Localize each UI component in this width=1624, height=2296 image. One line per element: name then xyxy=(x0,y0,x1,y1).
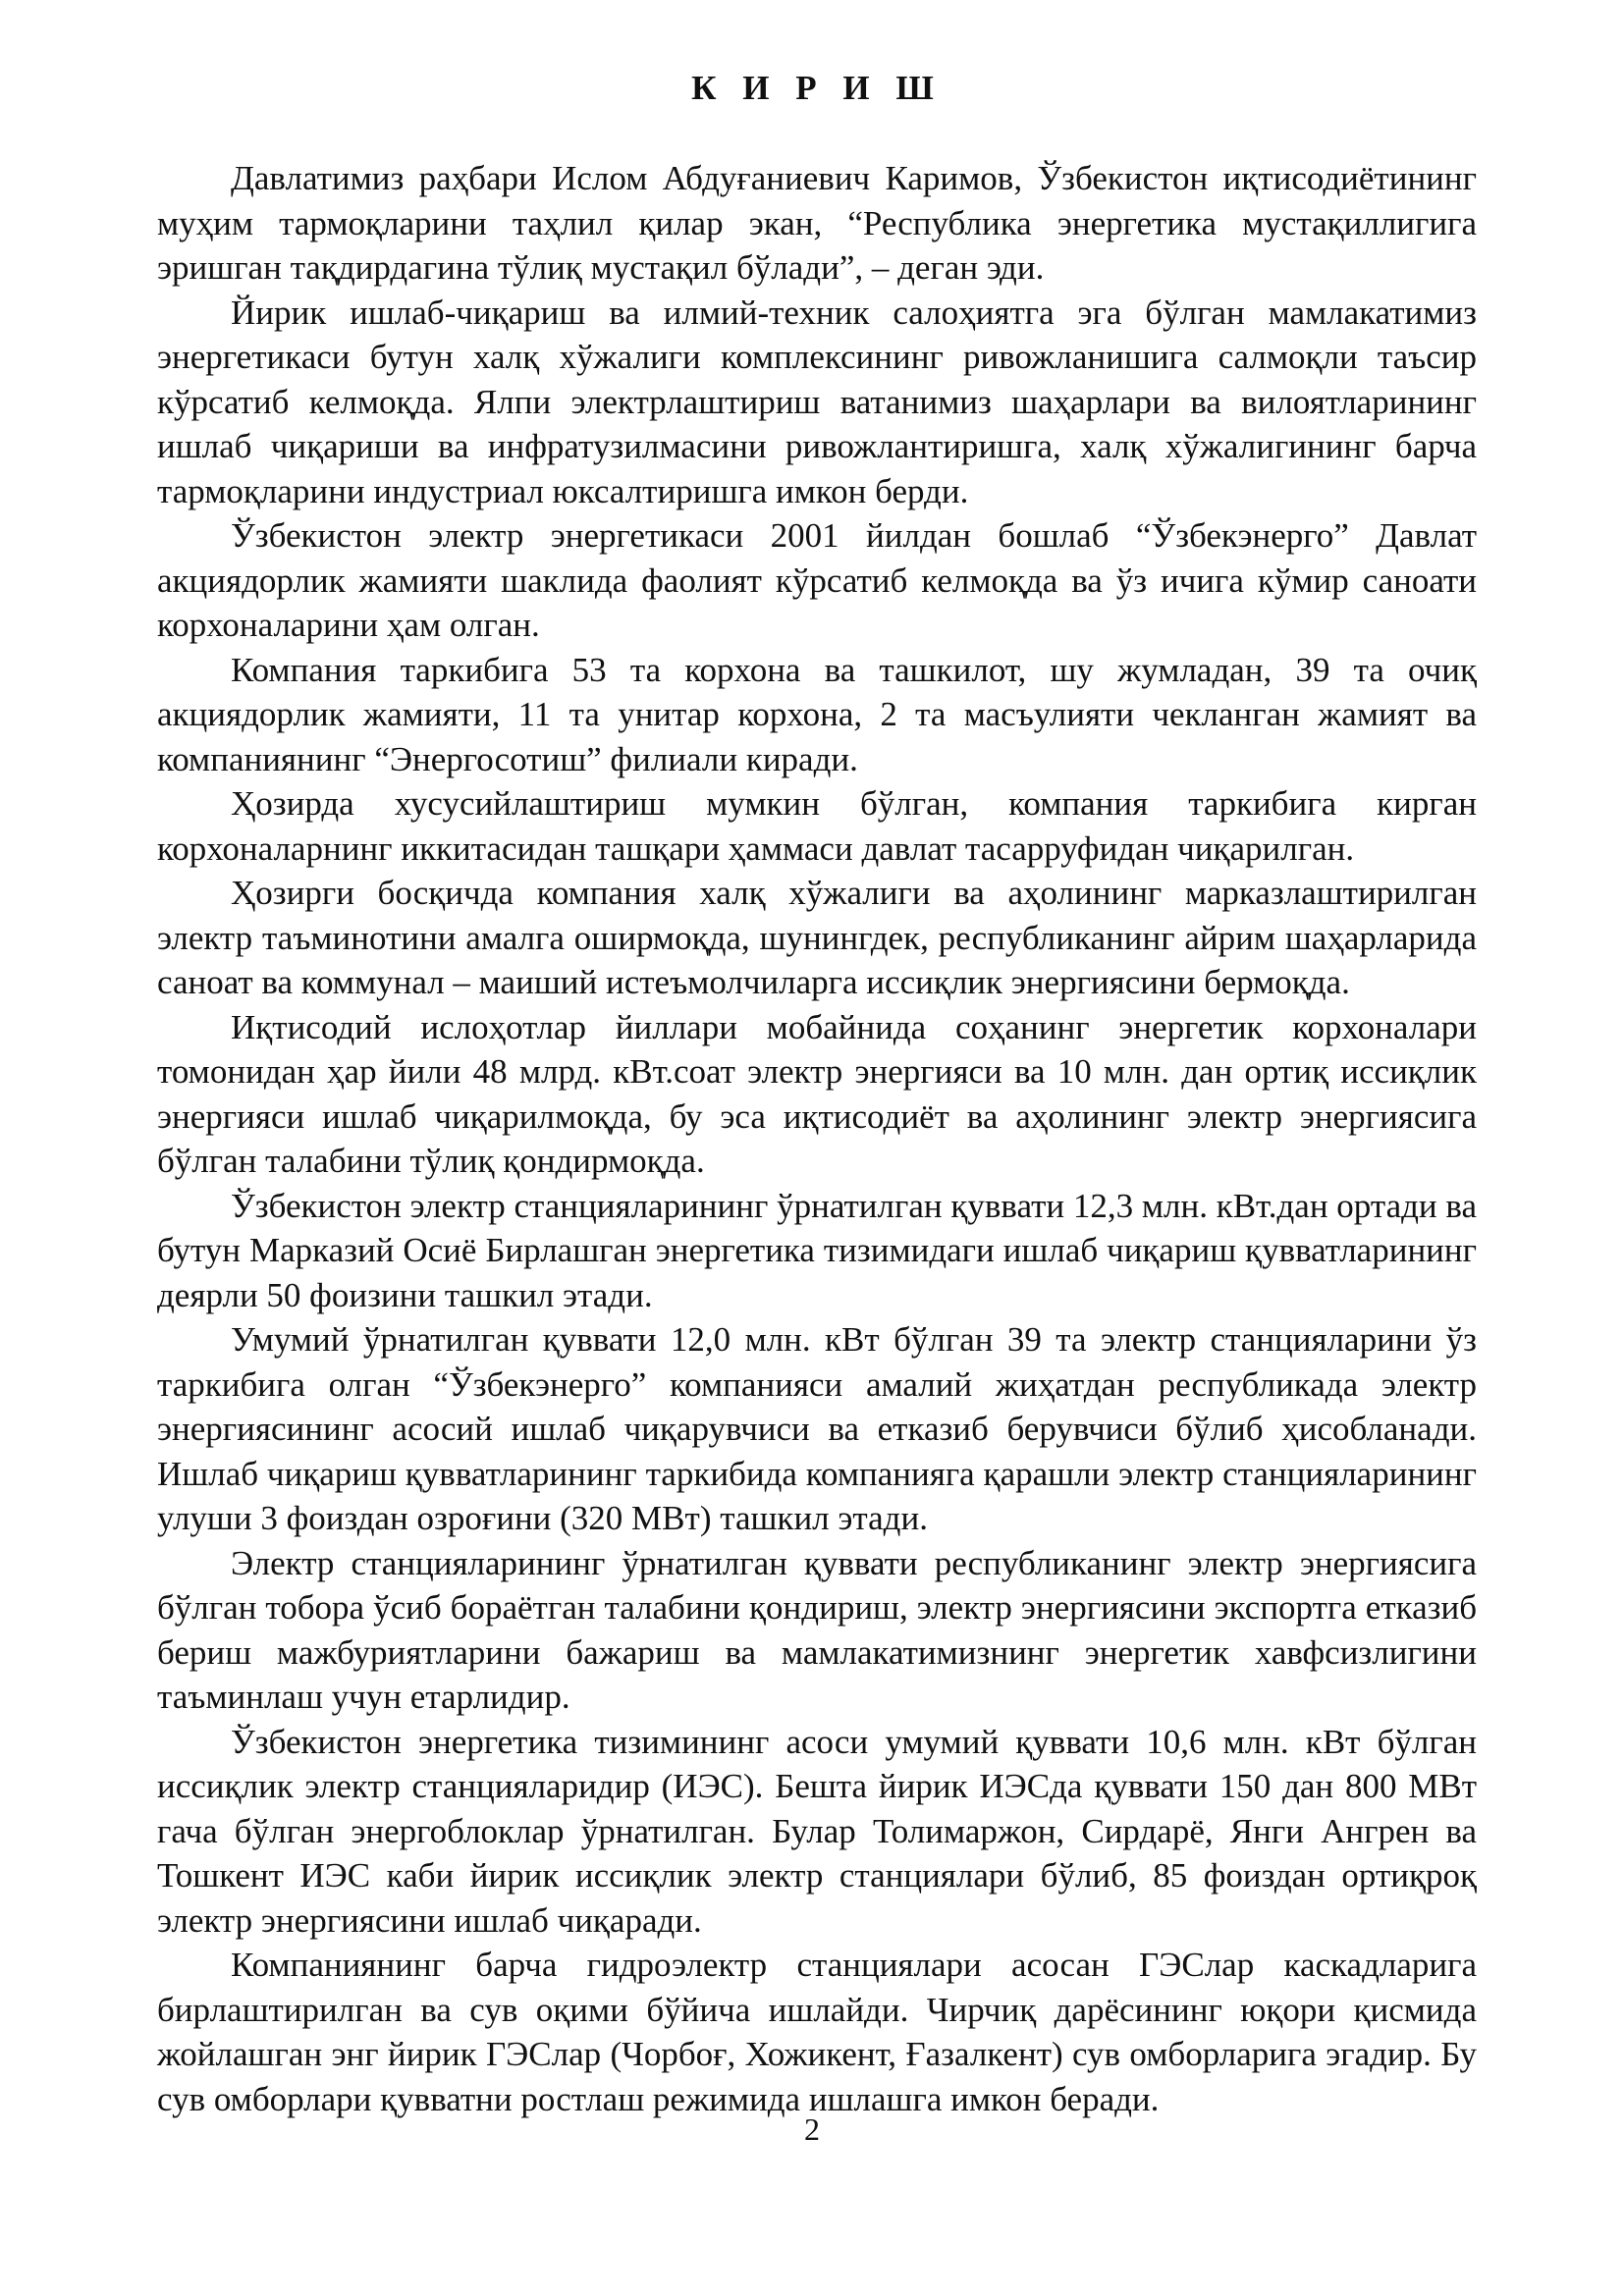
paragraph-8: Ўзбекистон электр станцияларининг ўрнатилган қуввати 12,3 млн. кВт.дан ортади ва бутун Марказий Осиё Бирлашган энергетика тизимидаги ишлаб чиқариш қувватларининг деярли 50 фоизини ташкил этади. xyxy=(157,1186,1477,1314)
paragraph-10: Электр станцияларининг ўрнатилган қуввати республиканинг электр энергиясига бўлган тобора ўсиб бораётган талабини қондириш, электр энергиясини экспортга етказиб бериш мажбуриятларини бажариш ва мамлакатимизнинг энергетик хавфсизлигини таъминлаш учун етарлидир. xyxy=(157,1543,1477,1716)
paragraph-1: Давлатимиз раҳбари Ислом Абдуғаниевич Каримов, Ўзбекистон иқтисодиётининг муҳим тармоқларини таҳлил қилар экан, “Республика энергетика мустақиллигига эришган тақдирдагина тўлиқ мустақил бўлади”, – деган эди. xyxy=(157,159,1477,287)
paragraph-9: Умумий ўрнатилган қуввати 12,0 млн. кВт бўлган 39 та электр станцияларини ўз таркибига олган “Ўзбекэнерго” компанияси амалий жиҳатдан республикада электр энергиясининг асосий ишлаб чиқарувчиси ва етказиб берувчиси бўлиб ҳисобланади. Ишлаб чиқариш қувватларининг таркибида компанияга қарашли электр станцияларининг улуши 3 фоиздан озроғини (320 МВт) ташкил этади. xyxy=(157,1320,1477,1537)
paragraph-2: Йирик ишлаб-чиқариш ва илмий-техник салоҳиятга эга бўлган мамлакатимиз энергетикаси бутун халқ хўжалиги комплексининг ривожланишига салмоқли таъсир кўрсатиб келмоқда. Ялпи электрлаштириш ватанимиз шаҳарлари ва вилоятларининг ишлаб чиқариши ва инфратузилмасини ривожлантиришга, халқ хўжалигининг барча тармоқларини индустриал юксалтиришга имкон берди. xyxy=(157,293,1477,510)
page-number: 2 xyxy=(804,2111,820,2147)
paragraph-6: Ҳозирги босқичда компания халқ хўжалиги ва аҳолининг марказлаштирилган электр таъминотини амалга оширмоқда, шунингдек, республиканинг айрим шаҳарларида саноат ва коммунал – маиший истеъмолчиларга иссиқлик энергиясини бермоқда. xyxy=(157,874,1477,1001)
paragraph-4: Компания таркибига 53 та корхона ва ташкилот, шу жумладан, 39 та очиқ акциядорлик жамияти, 11 та унитар корхона, 2 та масъулияти чекланган жамият ва компаниянинг “Энергосотиш” филиали киради. xyxy=(157,650,1477,778)
paragraph-12: Компаниянинг барча гидроэлектр станциялари асосан ГЭСлар каскадларига бирлаштирилган ва сув оқими бўйича ишлайди. Чирчиқ дарёсининг юқори қисмида жойлашган энг йирик ГЭСлар (Чорбоғ, Хожикент, Ғазалкент) сув омборларига эгадир. Бу сув омборлари қувватни ростлаш режимида ишлашга имкон беради. xyxy=(157,1946,1477,2118)
document-page xyxy=(157,71,1477,2121)
paragraph-5: Ҳозирда хусусийлаштириш мумкин бўлган, компания таркибига кирган корхоналарнинг иккитасидан ташқари ҳаммаси давлат тасарруфидан чиқарилган. xyxy=(157,784,1477,868)
document-body xyxy=(157,156,1477,2121)
paragraph-11: Ўзбекистон энергетика тизимининг асоси умумий қуввати 10,6 млн. кВт бўлган иссиқлик электр станцияларидир (ИЭС). Бешта йирик ИЭСда қуввати 150 дан 800 МВт гача бўлган энергоблоклар ўрнатилган. Булар Толимаржон, Сирдарё, Янги Ангрен ва Тошкент ИЭС каби йирик иссиқлик электр станциялари бўлиб, 85 фоиздан ортиқроқ электр энергиясини ишлаб чиқаради. xyxy=(157,1722,1477,1940)
paragraph-7: Иқтисодий ислоҳотлар йиллари мобайнида соҳанинг энергетик корхоналари томонидан ҳар йили 48 млрд. кВт.соат электр энергияси ва 10 млн. дан ортиқ иссиқлик энергияси ишлаб чиқарилмоқда, бу эса иқтисодиёт ва аҳолининг электр энергиясига бўлган талабини тўлиқ қондирмоқда. xyxy=(157,1007,1477,1180)
document-title: К И Р И Ш xyxy=(691,69,943,107)
paragraph-3: Ўзбекистон электр энергетикаси 2001 йилдан бошлаб “Ўзбекэнерго” Давлат акциядорлик жамияти шаклида фаолият кўрсатиб келмоқда ва ўз ичига кўмир саноати корхоналарини ҳам олган. xyxy=(157,516,1477,644)
